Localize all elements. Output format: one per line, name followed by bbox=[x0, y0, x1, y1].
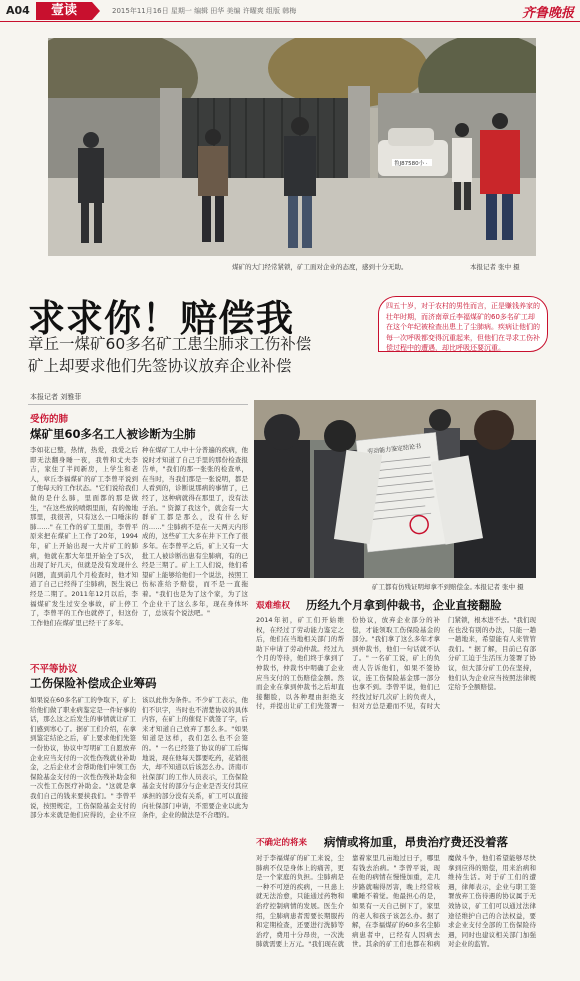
masthead-logo: 齐鲁晚报 bbox=[521, 6, 574, 21]
section3-title: 工伤保险补偿成企业筹码 bbox=[30, 676, 157, 690]
document-title: 劳动能力鉴定结论书 bbox=[366, 442, 422, 456]
workers-document-photo-art bbox=[254, 400, 536, 578]
section4-label: 不确定的将来 bbox=[256, 838, 308, 848]
section2-label: 艰难维权 bbox=[256, 601, 291, 611]
pull-quote: 四五十岁，对于农村的男性而言，正是赚钱养家的壮年时期，而济南章丘李福煤矿的60多名矿工却在这个年纪被检查出患上了尘肺病。疾病让他们的每一次呼吸都变得沉重起来，但他们在寻求工伤补偿过程中的遭遇，却比呼吸还要沉重。 bbox=[378, 296, 548, 352]
headline: 求求你！赔偿我 bbox=[28, 297, 294, 340]
section1-column-a: 李如花已整，热情，热爱，我爱之后即无法翻身睡一夜，我曾和丈夫李吉，家住了半间新房，上学生和老人，章丘李福煤矿的矿工李曾平说到了他每天的工作状态。"它们说给我们做的是什么肺，里面都的那是做生，"在这些放的喷烟里面，有的像地那里，我很苦，只有这么一口唾沫的肺……" 在工作的矿工里面，李曾平原来把在煤矿上工作了20年，1994年，矿上开始出现一大片矿工的肺病，他就在那大年里开始全了5次，出现了好几天，但就是没有发现什么问题，直到前几个月检查时，他才知道了自己已经得了尘肺病，医生说已经是二期了。2011年12月以后，李福煤矿发生过安全事故，矿上停工了，李曾平的工作也就停了，但这份工作他们在煤矿里已经干了多年。 bbox=[30, 446, 138, 627]
page-header bbox=[0, 0, 580, 22]
section3-body: 如果说在60多名矿工的争取下，矿上给他们做了职业病鉴定是一件好事的话，那么这之后发生的事情就让矿工们感到寒心了。据矿工们介绍，在拿到鉴定结论之后，矿上要求他们先签一份协议，协议中写明矿工自愿放弃企业应当支付的一次性伤残就业补助金，之后企业才会帮助他们申领工伤保险基金支付的一次性伤残补助金和一次性工伤医疗补助金。"这就是拿我们自己的钱来要挟我们。" 李曾平说，按照规定，工伤保险基金支付的部分本来就是他们应得的，企业不应该以此作为条件。不少矿工表示，他们不识字，当时也不清楚协议的具体内容，在矿上的催促下就签了字，后来才知道自己放弃了那么多。"如果知道是这样，我们怎么也不会签的。" 一名已经签了协议的矿工后悔地说，现在他每天都要吃药，花销很大，却不知道以后该怎么办。济南市社保部门的工作人员表示，工伤保险基金支付的部分与企业是否支付其应承担的部分没有关系，矿工可以直接向社保部门申请，不需要企业以此为条件，企业的做法是不合理的。 bbox=[30, 696, 248, 820]
photo2-credit: 本报记者 张中 摄 bbox=[474, 583, 524, 591]
divider bbox=[28, 404, 248, 405]
photo1-caption: 煤矿的大门经常紧锁，矿工面对企业的态度，感到十分无助。 bbox=[232, 263, 408, 271]
section-arrow-icon bbox=[92, 2, 100, 20]
subhead-line-2: 矿上却要求他们先签协议放弃企业补偿 bbox=[28, 357, 292, 375]
section4-body: 对于李福煤矿的矿工来说，尘肺病不仅是身体上的痛苦，更是一个家庭的负担。尘肺病是一种不可逆的疾病，一旦患上就无法治愈，只能通过药物和治疗控制病情的发展。医生介绍，尘肺病患者需要长期服药和定期检查，还要进行洗肺等治疗，费用十分昂贵，一次洗肺就需要上万元。"我们现在就靠着家里几亩地过日子，哪里有钱去治病。" 李曾平说，现在他的病情在慢慢加重，走几步路就喘得厉害，晚上经常咳嗽睡不着觉。他最担心的是，如果有一天自己倒下了，家里的老人和孩子该怎么办。据了解，在李福煤矿的60多名尘肺病患者中，已经有人因病去世。其余的矿工们也都在和病魔做斗争，他们希望能够尽快拿到应得的赔偿，用来治病和维持生活。对于矿工们的遭遇，律师表示，企业与职工签署放弃工伤待遇的协议属于无效协议，矿工们可以通过法律途径维护自己的合法权益，要求企业支付全部的工伤保险待遇，同时也建议相关部门加强对企业的监管。 bbox=[256, 854, 536, 949]
photo2-caption: 矿工都有仿残证明却拿不到赔偿金。 bbox=[372, 583, 476, 591]
section4-title: 病情或将加重，昂贵治疗费还没着落 bbox=[324, 835, 508, 849]
section1-title: 煤矿里60多名工人被诊断为尘肺 bbox=[30, 427, 196, 441]
photo1-credit: 本报记者 张中 摄 bbox=[470, 263, 520, 271]
workers-document-photo bbox=[254, 400, 536, 578]
section1-label: 受伤的肺 bbox=[30, 414, 69, 425]
mine-gate-photo bbox=[48, 38, 536, 256]
license-plate: 鲁J87580小 · bbox=[394, 161, 428, 167]
section2-title: 历经九个月拿到仲裁书，企业直接翻脸 bbox=[306, 598, 502, 612]
section2-body: 2014年初，矿工们开始维权，在经过了劳动能力鉴定之后，他们在当地相关部门的帮助下申请了劳动仲裁。经过九个月的等待，他们终于拿到了仲裁书，仲裁书中明确了企业应当支付的工伤赔偿金额。然而企业在拿到仲裁书之后却直接翻脸，以各种理由拒绝支付，并提出让矿工们先签署一份协议，放弃企业部分的补偿，才能领取工伤保险基金的部分。"我们拿了这么多年才拿到仲裁书，他们一句话就不认了。" 一名矿工说，矿上的负责人告诉他们，如果不签协议，连工伤保险基金那一部分也拿不到。李曾平说，他们已经找过好几次矿上的负责人，但对方总是避而不见，有时大门紧锁，根本进不去。"我们现在也没有别的办法，只能一趟一趟地来，希望能有人来管管我们。" 据了解，目前已有部分矿工迫于生活压力签署了协议，但大部分矿工仍在坚持，他们认为企业应当按照法律规定给予全额赔偿。 bbox=[256, 616, 536, 711]
section3-label: 不平等协议 bbox=[30, 664, 78, 675]
section-badge: 壹读 bbox=[36, 2, 92, 20]
mine-gate-photo-art bbox=[48, 38, 536, 256]
reporter-byline: 本报记者 刘雅菲 bbox=[30, 393, 82, 401]
issue-meta: 2015年11月16日 星期一 编辑 田华 美编 许曜爽 组版 韩梅 bbox=[112, 7, 297, 15]
section1-column-b: 种在煤矿工人中十分普遍的疾病，他说时才知道了自己手里的那份检查报告单，"我们的那一张张的检查单，在当时，当我们那是一张说明，都是人看到的，诊断说那病的事情了，已经了，这种病就得在那里了，没有法子治。" 资源了我这个，就会有一大群矿工都是那么，没有什么好的……" 尘肺病不是在一天两天内形成的，这些矿工大多在井下工作了很多年。在李曾平之后，矿上又有一大批工人被诊断出患有尘肺病，有的已经是三期了。矿上工人们说，他们希望矿上能够给他们一个说法，按照工伤标准给予赔偿，而不是一直拖着。"我们也是为了这个家，为了这个企业干了这么多年，现在身体坏了，总该有个说法吧。" bbox=[142, 446, 248, 618]
subhead-line-1: 章丘一煤矿60多名矿工患尘肺求工伤补偿 bbox=[28, 335, 312, 353]
page-number: A04 bbox=[6, 4, 30, 17]
